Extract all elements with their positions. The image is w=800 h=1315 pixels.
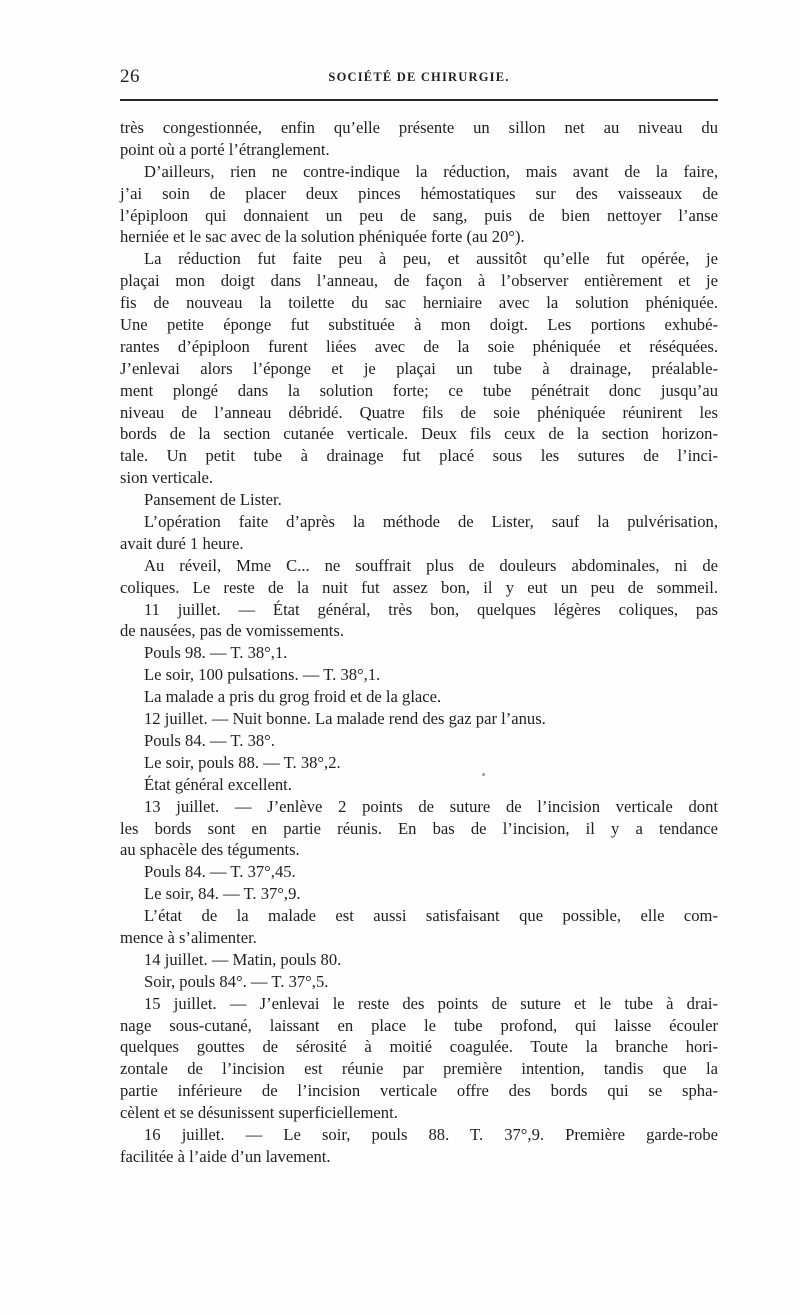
text-line: rantes d’épiploon furent liées avec de la soie phéniquée et réséquées. xyxy=(120,336,718,356)
text-line: très congestionnée, enfin qu’elle présente un sillon net au niveau du xyxy=(120,118,718,137)
text-line: Pouls 84. — T. 37°,45. xyxy=(144,862,296,882)
text-line: J’enlevai alors l’éponge et je plaçai un tube à drainage, préalable- xyxy=(120,358,718,378)
text-line: herniée et le sac avec de la solution phéniquée forte (au 20°). xyxy=(120,227,525,247)
text-line: quelques gouttes de sérosité à moitié coagulée. Toute la branche hori- xyxy=(120,1037,718,1057)
text-line: niveau de l’anneau débridé. Quatre fils de soie phéniquée réunirent les xyxy=(120,402,718,422)
text-line: Le soir, 84. — T. 37°,9. xyxy=(144,884,301,904)
text-line: Au réveil, Mme C... ne souffrait plus de douleurs abdominales, ni de xyxy=(144,555,718,575)
text-line: 11 juillet. — État général, très bon, quelques légères coliques, pas xyxy=(144,599,718,619)
text-line: nage sous-cutané, laissant en place le tube profond, qui laisse écouler xyxy=(120,1015,718,1035)
text-line: Le soir, pouls 88. — T. 38°,2. xyxy=(144,752,341,772)
page-header xyxy=(120,66,718,90)
text-line: État général excellent. xyxy=(144,774,292,794)
text-line: bords de la section cutanée verticale. Deux fils ceux de la section horizon- xyxy=(120,424,718,444)
text-line: La réduction fut faite peu à peu, et aussitôt qu’elle fut opérée, je xyxy=(144,249,718,269)
text-line: avait duré 1 heure. xyxy=(120,533,244,553)
text-line: tale. Un petit tube à drainage fut placé sous les sutures de l’inci- xyxy=(120,446,718,466)
text-line: 15 juillet. — J’enlevai le reste des points de suture et le tube à drai- xyxy=(144,993,718,1013)
text-line: de nausées, pas de vomissements. xyxy=(120,621,344,641)
text-line: l’épiploon qui donnaient un peu de sang, puis de bien nettoyer l’anse xyxy=(120,205,718,225)
text-line: sion verticale. xyxy=(120,468,214,488)
text-line: Une petite éponge fut substituée à mon doigt. Les portions exhubé- xyxy=(120,315,718,335)
text-line: 13 juillet. — J’enlève 2 points de suture de l’incision verticale dont xyxy=(144,796,718,816)
text-line: Soir, pouls 84°. — T. 37°,5. xyxy=(144,971,329,991)
text-line: L’état de la malade est aussi satisfaisant que possible, elle com- xyxy=(144,906,718,926)
text-line: les bords sont en partie réunis. En bas de l’incision, il y a tendance xyxy=(120,818,718,838)
text-line: D’ailleurs, rien ne contre-indique la réduction, mais avant de la faire, xyxy=(144,161,718,181)
header-rule xyxy=(120,99,718,101)
running-head: SOCIÉTÉ DE CHIRURGIE. xyxy=(328,70,510,84)
text-line: 14 juillet. — Matin, pouls 80. xyxy=(144,949,342,969)
text-line: Pouls 84. — T. 38°. xyxy=(144,730,275,750)
text-line: plaçai mon doigt dans l’anneau, de façon à l’observer entièrement et je xyxy=(120,271,718,291)
text-line: Pouls 98. — T. 38°,1. xyxy=(144,643,288,663)
text-line: La malade a pris du grog froid et de la glace. xyxy=(144,687,442,707)
paper-speck xyxy=(482,773,485,776)
text-line: Pansement de Lister. xyxy=(144,490,282,510)
text-line: 16 juillet. — Le soir, pouls 88. T. 37°,9. Première garde-robe xyxy=(144,1124,718,1144)
text-line: j’ai soin de placer deux pinces hémostatiques sur des vaisseaux de xyxy=(120,183,718,203)
text-line: mence à s’alimenter. xyxy=(120,927,257,947)
page-number: 26 xyxy=(120,66,140,87)
text-line: ment plongé dans la solution forte; ce tube pénétrait donc jusqu’au xyxy=(120,380,718,400)
text-line: Le soir, 100 pulsations. — T. 38°,1. xyxy=(144,665,381,685)
text-line: coliques. Le reste de la nuit fut assez bon, il y eut un peu de sommeil. xyxy=(120,577,718,597)
text-line: zontale de l’incision est réunie par première intention, tandis que la xyxy=(120,1059,718,1079)
text-line: L’opération faite d’après la méthode de Lister, sauf la pulvérisation, xyxy=(144,512,718,532)
body-text xyxy=(120,117,718,1168)
text-line: 12 juillet. — Nuit bonne. La malade rend des gaz par l’anus. xyxy=(144,709,546,729)
text-line: au sphacèle des téguments. xyxy=(120,840,300,860)
text-line: facilitée à l’aide d’un lavement. xyxy=(120,1146,331,1166)
text-line: cèlent et se désunissent superficiellement. xyxy=(120,1103,398,1123)
text-line: fis de nouveau la toilette du sac herniaire avec la solution phéniquée. xyxy=(120,293,718,313)
text-line: point où a porté l’étranglement. xyxy=(120,139,330,159)
text-line: partie inférieure de l’incision verticale offre des bords qui se spha- xyxy=(120,1081,718,1101)
